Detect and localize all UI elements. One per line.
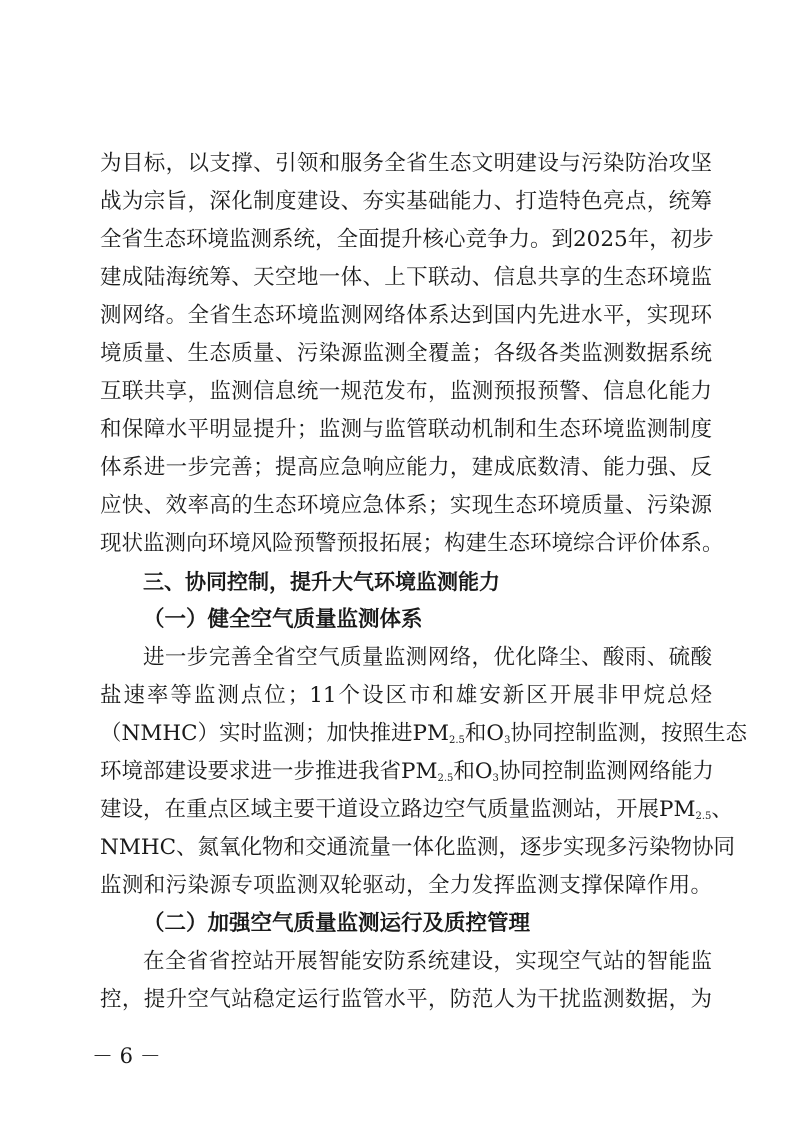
- body-text-line: 在全省省控站开展智能安防系统建设，实现空气站的智能监: [143, 949, 712, 974]
- subsection-heading: （二）加强空气质量监测运行及质控管理: [143, 911, 531, 936]
- body-text-line: 环境部建设要求进一步推进我省$PM_{2.5}$和$O_3$协同控制监测网络能力: [100, 759, 714, 784]
- body-text-line: 盐速率等监测点位；11个设区市和雄安新区开展非甲烷总烃: [100, 683, 712, 708]
- body-text-line: 战为宗旨，深化制度建设、夯实基础能力、打造特色亮点，统筹: [100, 189, 712, 214]
- subscript: 3: [504, 735, 511, 746]
- body-text-line: 测网络。全省生态环境监测网络体系达到国内先进水平，实现环: [100, 303, 712, 328]
- subscript: 3: [492, 773, 499, 784]
- section-heading: 三、协同控制，提升大气环境监测能力: [143, 570, 500, 594]
- body-text-line: （NMHC）实时监测；加快推进$PM_{2.5}$和$O_3$协同控制监测，按照生态: [100, 721, 747, 746]
- body-text-line: NMHC、氮氧化物和交通流量一体化监测，逐步实现多污染物协同: [100, 835, 736, 860]
- body-text-line: 和保障水平明显提升；监测与监管联动机制和生态环境监测制度: [100, 417, 712, 442]
- subsection-heading: （一）健全空气质量监测体系: [143, 607, 423, 632]
- body-text-line: 体系进一步完善；提高应急响应能力，建成底数清、能力强、反: [100, 455, 712, 480]
- subscript: 2.5: [437, 773, 454, 784]
- subscript: 2.5: [449, 735, 465, 746]
- subscript: 2.5: [695, 811, 712, 822]
- body-text-line: 互联共享，监测信息统一规范发布，监测预报预警、信息化能力: [100, 379, 712, 404]
- body-text-line: 建成陆海统筹、天空地一体、上下联动、信息共享的生态环境监: [100, 265, 712, 290]
- body-text-line: 监测和污染源专项监测双轮驱动，全力发挥监测支撑保障作用。: [100, 873, 712, 898]
- body-text-line: 现状监测向环境风险预警预报拓展；构建生态环境综合评价体系。: [100, 531, 724, 556]
- body-text-line: 全省生态环境监测系统，全面提升核心竞争力。到2025年，初步: [100, 227, 714, 252]
- body-text-line: 进一步完善全省空气质量监测网络，优化降尘、酸雨、硫酸: [143, 645, 712, 670]
- body-text-line: 控，提升空气站稳定运行监管水平，防范人为干扰监测数据，为: [100, 987, 712, 1012]
- body-text-line: 境质量、生态质量、污染源监测全覆盖；各级各类监测数据系统: [100, 341, 712, 366]
- page-number: － 6 －: [92, 1044, 161, 1068]
- body-text-line: 建设，在重点区域主要干道设立路边空气质量监测站，开展$PM_{2.5}$、: [100, 797, 733, 822]
- body-text-line: 应快、效率高的生态环境应急体系；实现生态环境质量、污染源: [100, 493, 712, 518]
- body-text-line: 为目标，以支撑、引领和服务全省生态文明建设与污染防治攻坚: [100, 151, 712, 176]
